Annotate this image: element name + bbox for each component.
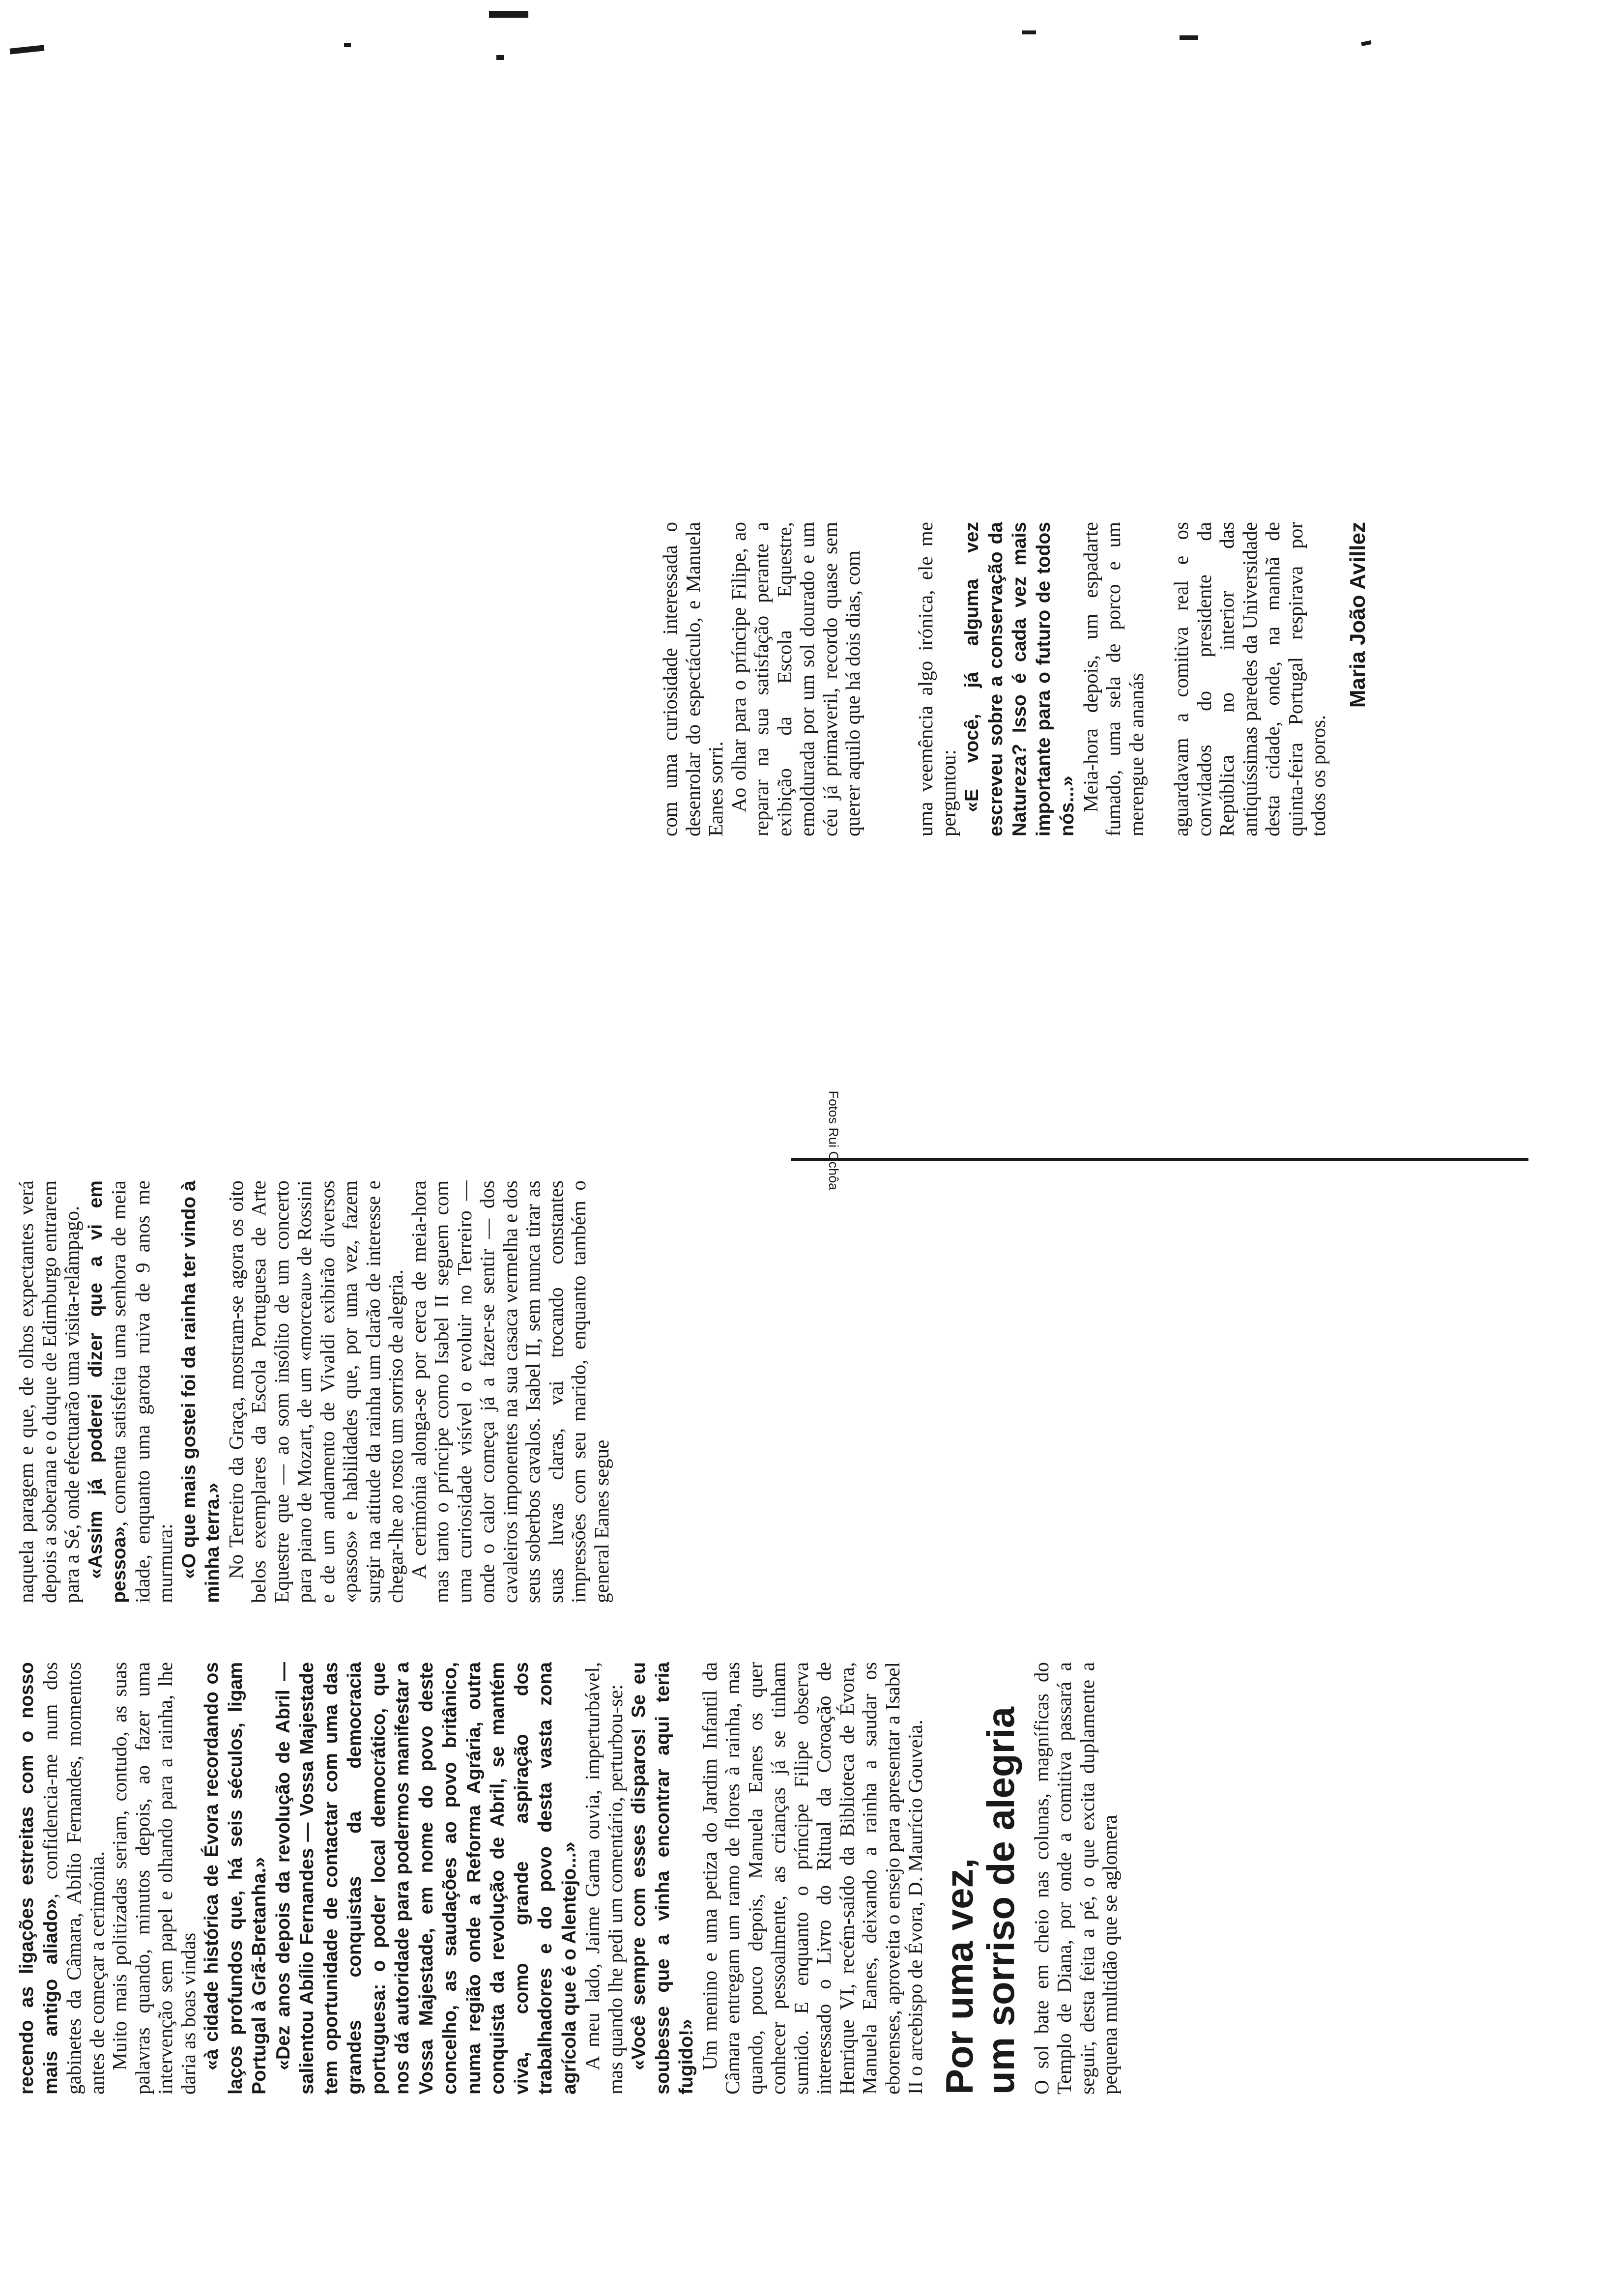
paragraph: [914, 522, 960, 836]
body-text: Um menino e uma petiza do Jardim Infantil da Câmara entregam um ramo de flores à rainha, mas quando, pouco depois, Manuela Eanes os quer conhecer pessoalmente, as crianças já se tinham sumido. E enquanto o príncipe Filipe observa interessado o Livro do Ritual da Coroação de Henrique VI, recém-saído da Biblioteca de Évora, Manuela Eanes, deixando a rainha a saudar os eborenses, aproveita o ensejo para apresentar a Isabel II o arcebispo de Évora, D. Maurício Gouveia.: [698, 1662, 926, 2095]
body-text: com uma curiosidade interessada o desenrolar do espectáculo, e Manuela Eanes sorri.: [659, 522, 727, 836]
quoted-text: «E você, já alguma vez escreveu sobre a conservação da Natureza? Isso é cada vez mais importante para o futuro de todos nós...»: [961, 522, 1078, 836]
body-text: Muito mais politizadas seriam, contudo, as suas palavras quando, minutos depois, ao fazer uma intervenção sem papel e olhando para a rainha, lhe daria as boas vindas: [108, 1662, 200, 2095]
quoted-text: «Assim já poderei dizer que a vi em pessoa»: [85, 1180, 130, 1603]
paragraph: [727, 522, 864, 836]
scan-mark: [489, 11, 528, 18]
article-column-5: [1170, 522, 1445, 836]
paragraph: [1030, 1662, 1122, 2095]
photo-credit: Fotos Rui Ochôa: [826, 1091, 841, 1190]
paragraph: [698, 1662, 927, 2095]
body-text: , comenta satisfeita uma senhora de meia idade, enquanto uma garota ruiva de 9 anos me murmura:: [107, 1180, 176, 1603]
body-text: aguardavam a comitiva real e os convidados do presidente da República no interior das antiquíssimas paredes da Universidade desta cidade, onde, na manhã de quinta-feira Portugal respirava por todos os poros.: [1170, 522, 1329, 836]
body-text: O sol bate em cheio nas colunas, magníficas do Templo de Diana, por onde a comitiva passará a seguir, desta feita a pé, o que excita duplamente a pequena multidão que se aglomera: [1030, 1662, 1121, 2095]
headline-line-1: Por uma vez,: [937, 1858, 981, 2095]
section-headline: [939, 1662, 1021, 2095]
author-signature: Maria João Avillez: [1345, 522, 1370, 708]
article-column-1: [15, 1662, 1578, 2095]
body-text: uma veemência algo irónica, ele me perguntou:: [914, 522, 960, 836]
paragraph: [177, 1180, 225, 1603]
column-1-continuation: [1030, 1662, 1122, 2095]
body-text: No Terreiro da Graça, mostram-se agora os oito belos exemplares da Escola Portuguesa de Arte Equestre que — ao som insólito de um concerto para piano de Mozart, de um «morceau» de Rossini e de um andamento de Vivaldi exibirão diversos «passos» e habilidades que, por uma vez, fazem surgir na atitude da rainha um clarão de interesse e chegar-lhe ao rosto um sorriso de alegria.: [224, 1180, 407, 1603]
body-text: A meu lado, Jaime Gama ouvia, imperturbável, mas quando lhe pedi um comentário, perturbou-se:: [581, 1662, 627, 2095]
article-column-3: [659, 522, 885, 836]
paragraph: [271, 1662, 581, 2095]
paragraph: [84, 1180, 177, 1603]
column-4-body: [914, 522, 1148, 836]
body-text: A cerimónia alonga-se por cerca de meia-hora mas tanto o príncipe como Isabel II seguem com uma curiosidade visível o evoluir no Terreiro — onde o calor começa já a fazer-se sentir — dos cavaleiros imponentes na sua casaca vermelha e dos seus soberbos cavalos. Isabel II, sem nunca tirar as suas luvas claras, vai trocando constantes impressões com seu marido, enquanto também o general Eanes segue: [407, 1180, 613, 1603]
paragraph: [659, 522, 727, 836]
column-2-body: [15, 1180, 613, 1603]
article-column-2: [15, 1180, 860, 1603]
newspaper-page: [0, 29, 1612, 2257]
paragraph: [960, 522, 1079, 836]
body-text: Ao olhar para o príncipe Filipe, ao reparar na sua satisfação perante a exibição da Escola Equestre, emoldurada por um sol dourado e um céu já primaveril, recordo quase sem querer aquilo que há dois dias, com: [727, 522, 864, 836]
paragraph: [627, 1662, 698, 2095]
photo-rule: [791, 1158, 1528, 1161]
quoted-text: «Você sempre com esses disparos! Se eu soubesse que a vinha encontrar aqui teria fugido!»: [628, 1662, 697, 2095]
paragraph: [15, 1662, 108, 2095]
paragraph: [407, 1180, 613, 1603]
body-text: naquela paragem e que, de olhos expectantes verá depois a soberana e o duque de Edimburgo entrarem para a Sé, onde efectuarão uma visita-relâmpago.: [15, 1180, 83, 1603]
quoted-text: «à cidade histórica de Évora recordando os laços profundos que, há seis séculos, ligam Portugal à Grã-Bretanha.»: [201, 1662, 270, 2095]
paragraph: [108, 1662, 200, 2095]
column-3-body: [659, 522, 864, 836]
paragraph: [581, 1662, 627, 2095]
headline-line-2: um sorriso de alegria: [979, 1707, 1022, 2095]
paragraph: [1170, 522, 1330, 836]
body-text: , confidencia-me num dos gabinetes da Câmara, Abílio Fernandes, momentos antes de começar a cerimónia.: [38, 1662, 108, 2095]
body-text: Meia-hora depois, um espadarte fumado, uma sela de porco e um merengue de ananás: [1079, 522, 1148, 836]
paragraph: [200, 1662, 271, 2095]
article-column-4: [914, 522, 1148, 836]
quoted-text: «O que mais gostei foi da rainha ter vindo à minha terra.»: [178, 1180, 223, 1603]
paragraph: [15, 1180, 84, 1603]
quoted-text: «Dez anos depois da revolução de Abril — salientou Abílio Fernandes — Vossa Majestade tem oportunidade de contactar com uma das grandes conquistas da democracia portuguesa: o poder local democrático, que nos dá autoridade para podermos manifestar a Vossa Majestade, em nome do povo deste concelho, as saudações ao povo britânico, numa região onde a Reforma Agrária, outra conquista da revolução de Abril, se mantém viva, como grande aspiração dos trabalhadores e do povo desta vasta zona agrícola que é o Alentejo...»: [272, 1662, 580, 2095]
column-1-body: [15, 1662, 927, 2095]
column-5-body: [1170, 522, 1330, 836]
quoted-text: recendo as ligações estreitas com o nosso mais antigo aliado»: [16, 1662, 61, 2095]
paragraph: [1079, 522, 1148, 836]
paragraph: [225, 1180, 407, 1603]
